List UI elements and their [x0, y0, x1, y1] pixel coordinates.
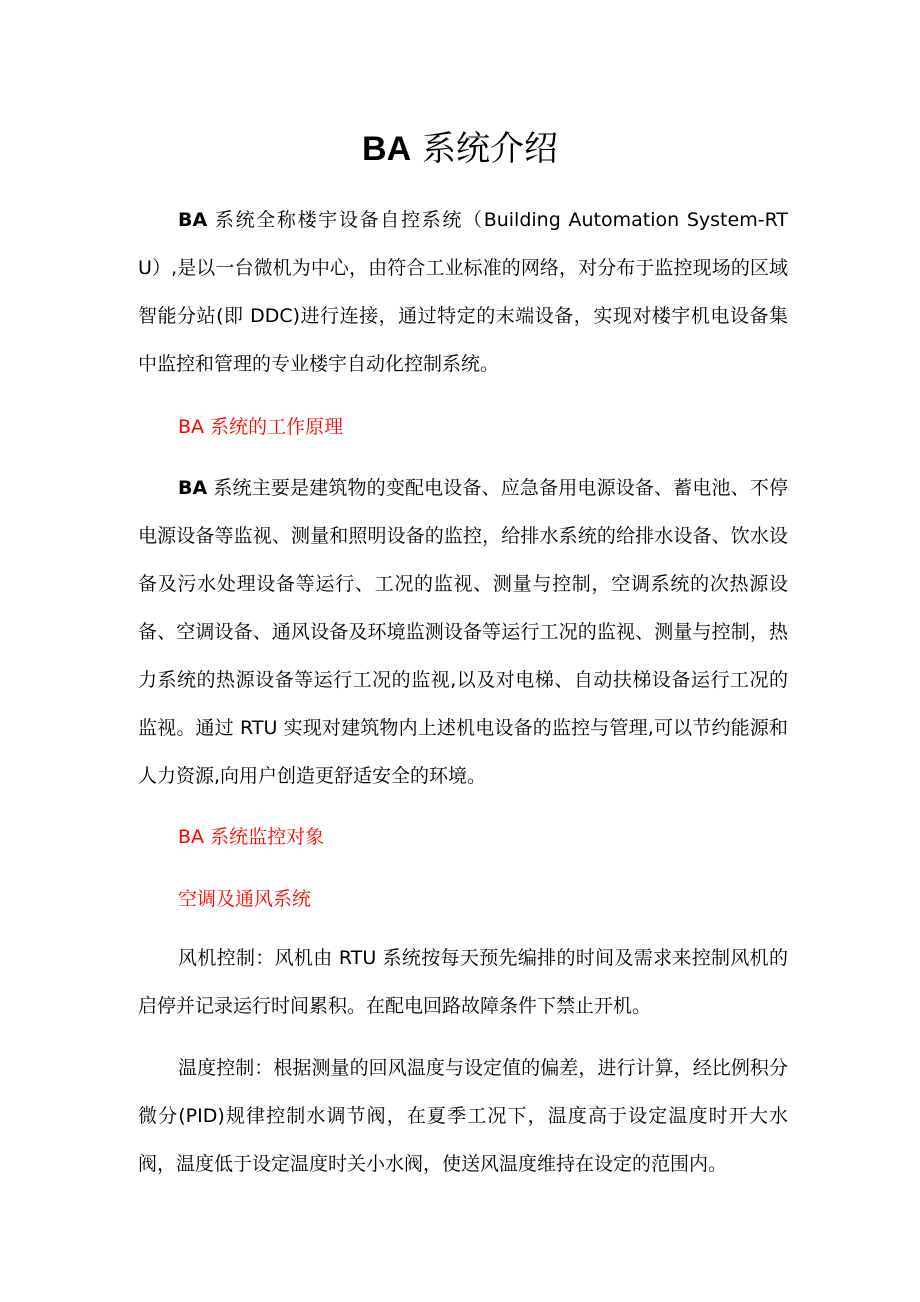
principle-paragraph	[138, 464, 788, 800]
principle-text: 系统主要是建筑物的变配电设备、应急备用电源设备、蓄电池、不停电源设备等监视、测量和照明设备的监控，给排水系统的给排水设备、饮水设备及污水处理设备等运行、工况的监视、测量与控制，空调系统的次热源设备、空调设备、通风设备及环境监测设备等运行工况的监视、测量与控制，热力系统的热源设备等运行工况的监视,以及对电梯、自动扶梯设备运行工况的监视。通过 RTU 实现对建筑物内上述机电设备的监控与管理,可以节约能源和人力资源,向用户创造更舒适安全的环境。	[138, 477, 788, 787]
principle-lead: BA	[178, 477, 208, 499]
temperature-control-paragraph: 温度控制：根据测量的回风温度与设定值的偏差，进行计算，经比例积分微分(PID)规律控制水调节阀，在夏季工况下，温度高于设定温度时开大水阀，温度低于设定温度时关小水阀，使送风温度维持在设定的范围内。	[138, 1057, 788, 1175]
heading-monitoring-objects: BA 系统监控对象	[178, 826, 325, 848]
title-latin: BA	[362, 130, 412, 168]
title-text: 系统介绍	[411, 129, 558, 169]
heading-working-principle: BA 系统的工作原理	[178, 416, 344, 438]
fan-control-paragraph: 风机控制：风机由 RTU 系统按每天预先编排的时间及需求来控制风机的启停并记录运行时间累积。在配电回路故障条件下禁止开机。	[138, 947, 788, 1017]
intro-paragraph	[138, 196, 788, 388]
heading-hvac-system: 空调及通风系统	[178, 888, 312, 910]
intro-lead: BA	[178, 209, 208, 231]
intro-text: 系统全称楼宇设备自控系统（Building Automation System-RTU）,是以一台微机为中心，由符合工业标准的网络，对分布于监控现场的区域智能分站(即 DDC)进行连接，通过特定的末端设备，实现对楼宇机电设备集中监控和管理的专业楼宇自动化控制系统。	[138, 209, 788, 375]
document-title	[0, 122, 920, 176]
